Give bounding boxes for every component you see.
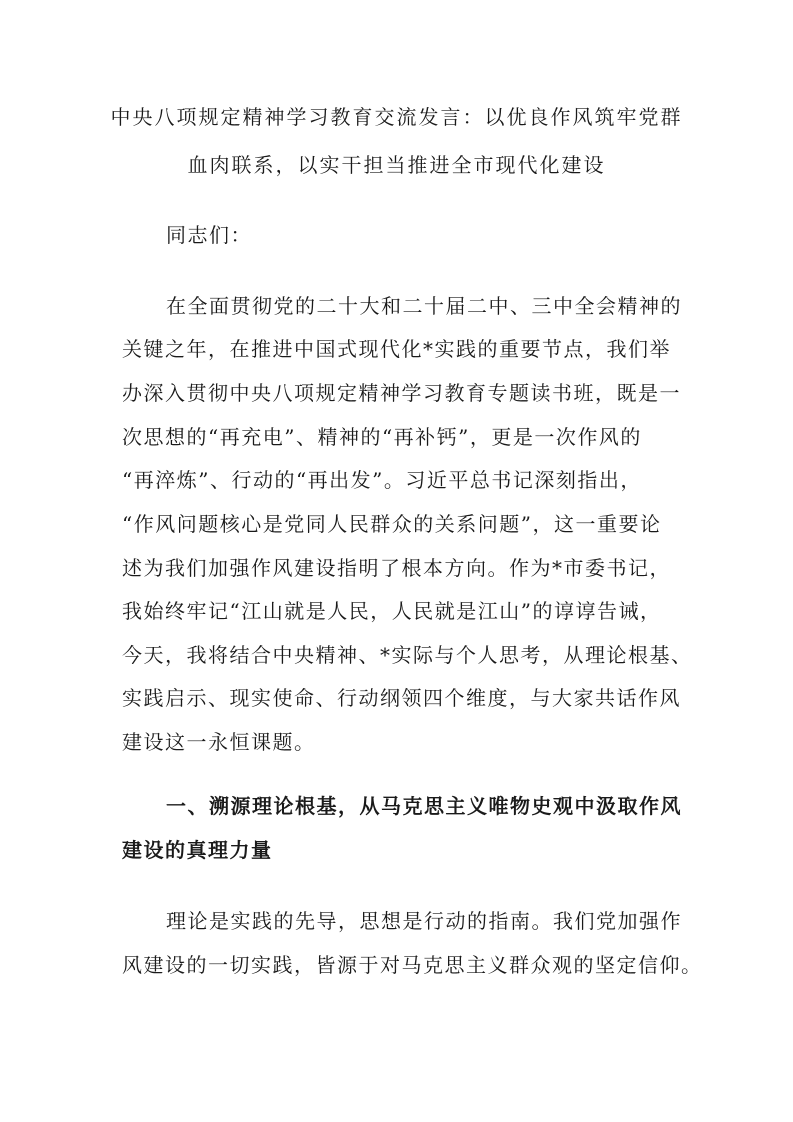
paragraph-1-line: 实践启示、现实使命、行动纲领四个维度，与大家共话作风 <box>122 686 681 710</box>
section-heading-line: 一、溯源理论根基，从马克思主义唯物史观中汲取作风 <box>166 794 682 818</box>
paragraph-1-line: 在全面贯彻党的二十大和二十届二中、三中全会精神的 <box>166 294 682 318</box>
paragraph-1-line: 办深入贯彻中央八项规定精神学习教育专题读书班，既是一 <box>122 381 681 405</box>
document-title-line-1: 中央八项规定精神学习教育交流发言：以优良作风筑牢党群 <box>110 105 683 129</box>
paragraph-2-line: 理论是实践的先导，思想是行动的指南。我们党加强作 <box>166 909 682 933</box>
paragraph-1-line: 建设这一永恒课题。 <box>122 730 316 754</box>
paragraph-1-line: 次思想的“再充电”、精神的“再补钙”，更是一次作风的 <box>122 425 642 449</box>
paragraph-1-line: 关键之年，在推进中国式现代化*实践的重要节点，我们举 <box>122 337 671 361</box>
document-title-line-2: 血肉联系，以实干担当推进全市现代化建设 <box>187 153 606 177</box>
paragraph-1-line: 今天，我将结合中央精神、*实际与个人思考，从理论根基、 <box>122 643 693 667</box>
salutation: 同志们： <box>166 223 252 247</box>
paragraph-1-line: 述为我们加强作风建设指明了根本方向。作为*市委书记， <box>122 556 671 580</box>
paragraph-2-line: 风建设的一切实践，皆源于对马克思主义群众观的坚定信仰。 <box>122 953 703 977</box>
paragraph-1-line: “作风问题核心是党同人民群众的关系问题”，这一重要论 <box>122 512 662 536</box>
paragraph-1-line: “再淬炼”、行动的“再出发”。习近平总书记深刻指出， <box>122 468 642 492</box>
paragraph-1-line: 我始终牢记“江山就是人民，人民就是江山”的谆谆告诫， <box>122 599 662 623</box>
section-heading-line: 建设的真理力量 <box>122 838 273 862</box>
